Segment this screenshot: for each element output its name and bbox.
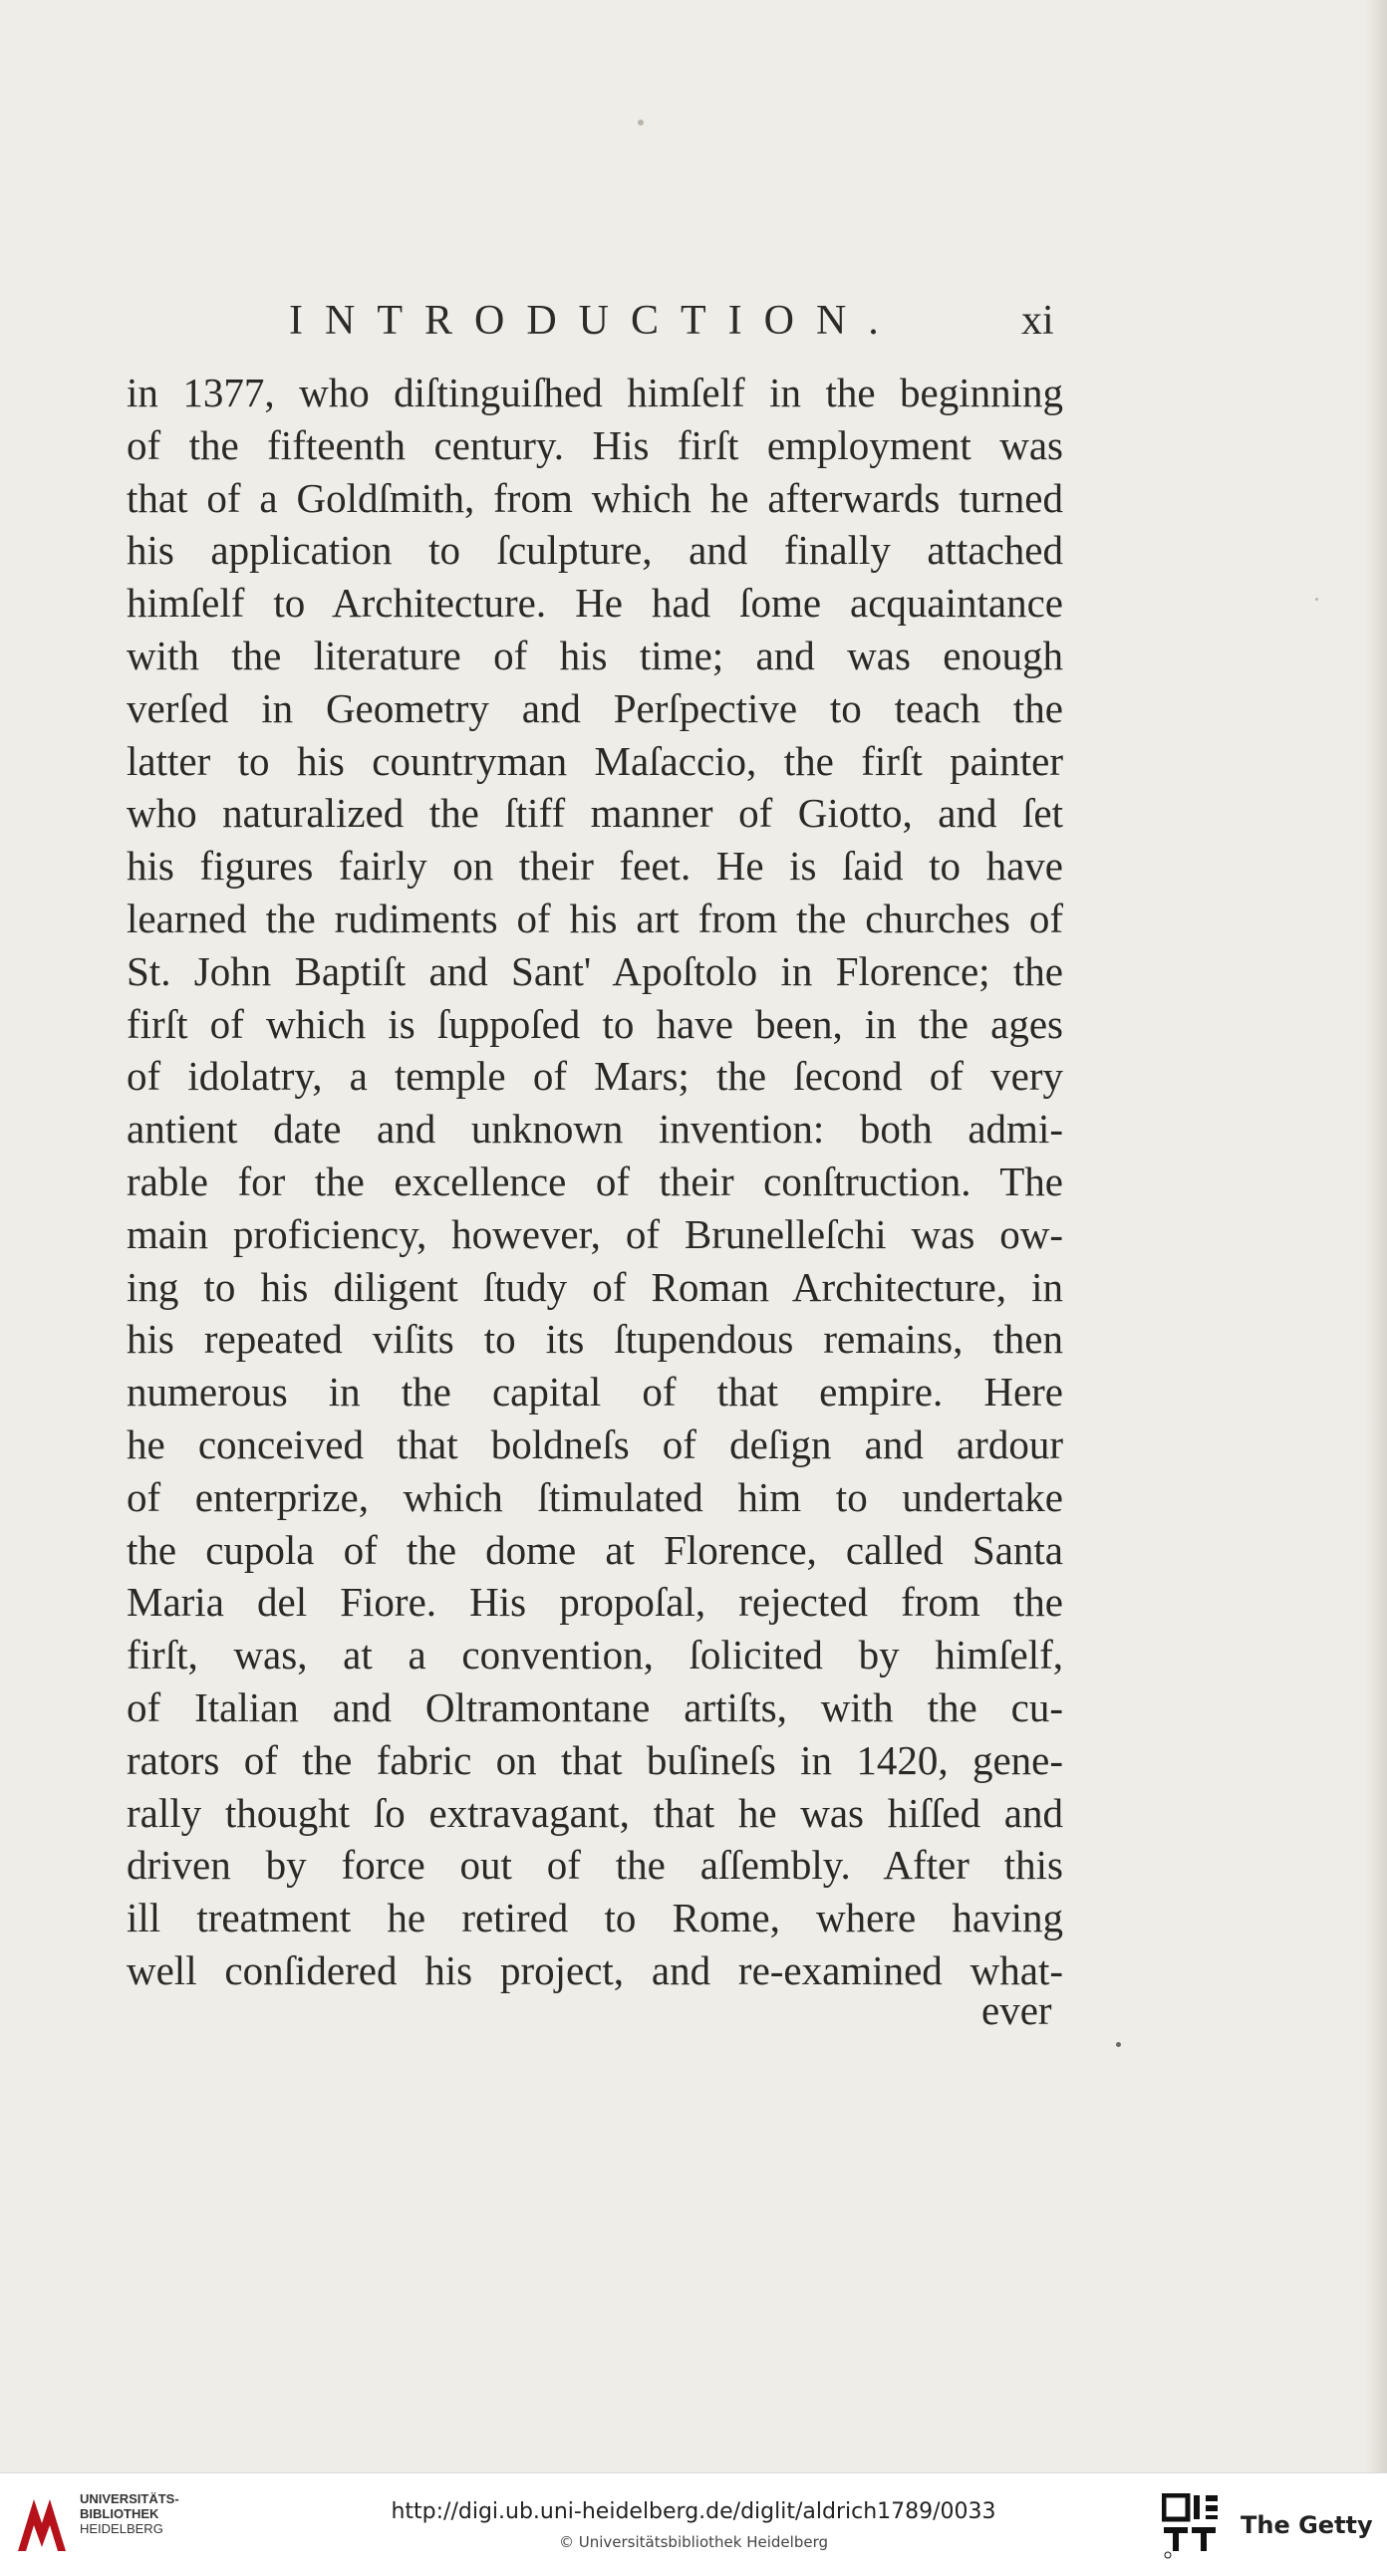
running-head: INTRODUCTION.: [289, 298, 901, 344]
permalink-url[interactable]: http://digi.ub.uni-heidelberg.de/diglit/aldrich1789/0033: [391, 2499, 996, 2524]
text-line: the cupola of the dome at Florence, called Santa: [127, 1526, 1063, 1573]
text-line: firſt of which is ſuppoſed to have been, in the ages: [127, 1000, 1063, 1047]
text-line: numerous in the capital of that empire. Here: [127, 1369, 1063, 1416]
text-line: rable for the excellence of their conſtruction. The: [127, 1158, 1063, 1204]
text-line: antient date and unknown invention: both admi-: [127, 1106, 1063, 1153]
text-line: who naturalized the ſtiff manner of Giotto, and ſet: [127, 790, 1063, 837]
text-line: firſt, was, at a convention, ſolicited by himſelf,: [127, 1632, 1063, 1678]
page-edge: [1365, 0, 1387, 2472]
page-number: xi: [1021, 298, 1054, 344]
paper-speck: [1315, 598, 1318, 601]
text-line: himſelf to Architecture. He had ſome acquaintance: [127, 580, 1063, 627]
library-name-line: UNIVERSITÄTS-: [80, 2491, 179, 2506]
text-line: rators of the fabric on that buſineſs in 1420, gene-: [127, 1736, 1063, 1783]
library-name-line: BIBLIOTHEK: [80, 2506, 159, 2521]
text-line: of Italian and Oltramontane artiſts, with the cu-: [127, 1683, 1063, 1730]
text-line: with the literature of his time; and was enough: [127, 632, 1063, 678]
text-line: rally thought ſo extravagant, that he was hiſſed and: [127, 1789, 1063, 1836]
paper-speck: [638, 120, 644, 126]
text-line: in 1377, who diſtinguiſhed himſelf in the beginning: [127, 370, 1063, 415]
footer-bar: [0, 2472, 1387, 2576]
text-line: of the fifteenth century. His firſt employment was: [127, 421, 1063, 468]
text-line: learned the rudiments of his art from the churches of: [127, 895, 1063, 941]
catchword: ever: [981, 1987, 1052, 2033]
text-line: verſed in Geometry and Perſpective to teach the: [127, 684, 1063, 731]
text-line: he conceived that boldneſs of deſign and ardour: [127, 1420, 1063, 1467]
getty-logo: [1162, 2493, 1220, 2559]
library-city: HEIDELBERG: [80, 2521, 163, 2536]
text-line: ing to his diligent ſtudy of Roman Architecture, in: [127, 1263, 1063, 1310]
text-line: his repeated viſits to its ſtupendous remains, then: [127, 1316, 1063, 1363]
text-line: ill treatment he retired to Rome, where having: [127, 1895, 1063, 1941]
text-line: that of a Goldſmith, from which he afterwards turned: [127, 474, 1063, 521]
text-line: Maria del Fiore. His propoſal, rejected from the: [127, 1579, 1063, 1626]
text-line: main proficiency, however, of Brunelleſchi was ow-: [127, 1210, 1063, 1257]
text-line: of enterprize, which ſtimulated him to undertake: [127, 1473, 1063, 1520]
text-line: driven by force out of the aſſembly. After this: [127, 1842, 1063, 1889]
text-line: well conſidered his project, and re-examined what-: [127, 1946, 1063, 1993]
text-line: his figures fairly on their feet. He is ſaid to have: [127, 843, 1063, 890]
copyright-notice: © Universitätsbibliothek Heidelberg: [558, 2533, 828, 2551]
body-text: [127, 367, 1063, 1997]
paper-speck: [1116, 2042, 1121, 2047]
text-line: his application to ſculpture, and finally attached: [127, 527, 1063, 574]
getty-name: The Getty: [1241, 2511, 1373, 2539]
text-line: of idolatry, a temple of Mars; the ſecond of very: [127, 1053, 1063, 1100]
text-line: latter to his countryman Maſaccio, the firſt painter: [127, 737, 1063, 784]
text-line: St. John Baptiſt and Sant' Apoſtolo in Florence; the: [127, 947, 1063, 994]
